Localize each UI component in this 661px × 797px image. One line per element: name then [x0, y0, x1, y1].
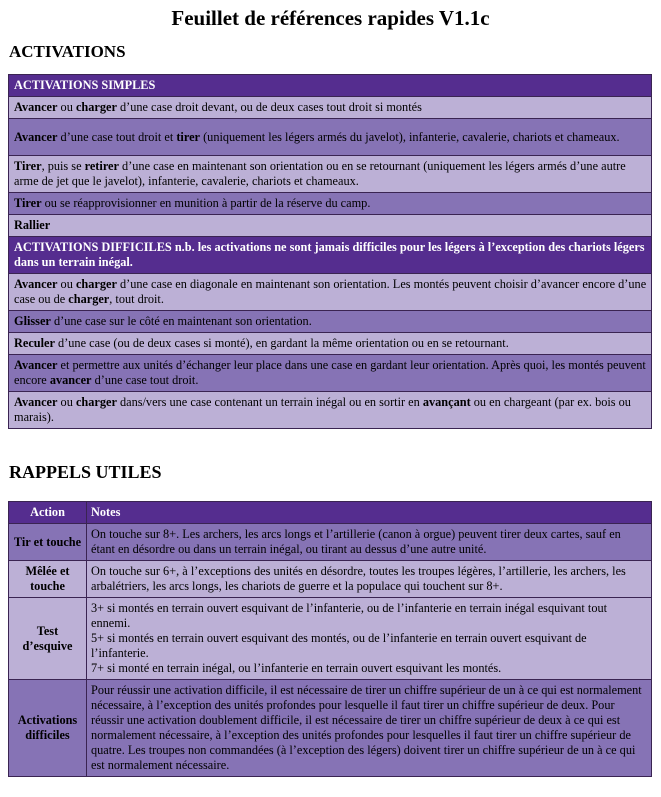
notes-cell: Pour réussir une activation difficile, il est nécessaire de tirer un chiffre supérieur de un à ce qui est normalement nécessaire, à l’exception des unités profondes pour lesquelle il faut tirer un chiffre supérieur de deux. Pour réussir une activation doublement difficile, il est nécessaire de tirer un chiffre supérieur de deux à ce qui est normalement nécessaire, à l’exception des unités profondes pour lesquelles il faut tirer un chiffre supérieur de quatre. Les troupes non commandées (à l’exception des légers) doivent tirer un chiffre supérieur de un à ce qui est normalement nécessaire.: [87, 680, 652, 777]
activation-row: Avancer ou charger dans/vers une case contenant un terrain inégal ou en sortir en avançant ou en chargeant (par ex. bois ou marais).: [9, 392, 652, 429]
activation-row: Tirer ou se réapprovisionner en munition à partir de la réserve du camp.: [9, 193, 652, 215]
action-cell: Tir et touche: [9, 524, 87, 561]
activation-row: Avancer d’une case tout droit et tirer (uniquement les légers armés du javelot), infanterie, cavalerie, chariots et chameaux.: [9, 119, 652, 156]
activation-row: Rallier: [9, 215, 652, 237]
activation-row: Avancer et permettre aux unités d’échanger leur place dans une case en gardant leur orientation. Après quoi, les montés peuvent encore avancer d’une case tout droit.: [9, 355, 652, 392]
column-header-notes: Notes: [87, 502, 652, 524]
activation-row: Reculer d’une case (ou de deux cases si monté), en gardant la même orientation ou en se retournant.: [9, 333, 652, 355]
page-title: Feuillet de références rapides V1.1c: [171, 6, 490, 30]
action-cell: Activations difficiles: [9, 680, 87, 777]
simple-activations-header: ACTIVATIONS SIMPLES: [9, 75, 652, 97]
activations-table: [8, 74, 652, 429]
activation-row: Avancer ou charger d’une case en diagonale en maintenant son orientation. Les montés peuvent choisir d’avancer encore d’une case ou de charger, tout droit.: [9, 274, 652, 311]
action-cell: Test d’esquive: [9, 598, 87, 680]
rappels-table: [8, 501, 652, 777]
section-heading-rappels: RAPPELS UTILES: [9, 462, 162, 482]
section-heading-activations: ACTIVATIONS: [9, 42, 126, 61]
activation-row: Glisser d’une case sur le côté en maintenant son orientation.: [9, 311, 652, 333]
notes-cell: On touche sur 8+. Les archers, les arcs longs et l’artillerie (canon à orgue) peuvent tirer deux cartes, sauf en étant en désordre ou dans un terrain inégal, ou tirant au dessus d’une autre unité.: [87, 524, 652, 561]
notes-cell: On touche sur 6+, à l’exceptions des unités en désordre, toutes les troupes légères, l’artillerie, les archers, les arbalétriers, les arcs longs, les chariots de guerre et la populace qui touchent sur 8+.: [87, 561, 652, 598]
column-header-action: Action: [9, 502, 87, 524]
action-cell: Mêlée et touche: [9, 561, 87, 598]
difficult-activations-header: ACTIVATIONS DIFFICILES n.b. les activations ne sont jamais difficiles pour les légers à l’exception des chariots légers dans un terrain inégal.: [9, 237, 652, 274]
activation-row: Avancer ou charger d’une case droit devant, ou de deux cases tout droit si montés: [9, 97, 652, 119]
notes-cell: 3+ si montés en terrain ouvert esquivant de l’infanterie, ou de l’infanterie en terrain inégal esquivant tout ennemi. 5+ si montés en terrain ouvert esquivant des montés, ou de l’infanterie en terrain ouvert esquivant de l’infanterie. 7+ si monté en terrain inégal, ou l’infanterie en terrain ouvert esquivant les montés.: [87, 598, 652, 680]
activation-row: Tirer, puis se retirer d’une case en maintenant son orientation ou en se retournant (uniquement les légers armés d’une autre arme de jet que le javelot), infanterie, cavalerie, chariots et chameaux.: [9, 156, 652, 193]
